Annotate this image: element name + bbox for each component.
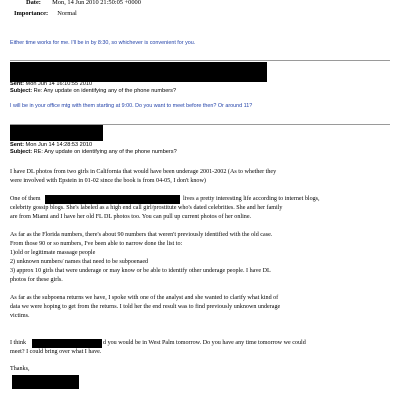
sent-label: Sent: (10, 81, 24, 87)
sent-row-2 (10, 81, 92, 87)
body-line: celebrity gossip blogs. She's labeled as a high end call girl/prostitute who's dated celebrities. She and her family (10, 205, 283, 211)
importance-label: Importance: (14, 10, 49, 17)
reply-text-2: I will be in your office mtg with them starting at 9:00. Do you want to meet before then? Or around 11? (10, 103, 253, 109)
body-line: photos for these girls. (10, 277, 63, 283)
body-line: meet? I could bring over what I have. (10, 349, 102, 355)
redaction-block (12, 375, 79, 389)
date-label: Date: (26, 0, 41, 6)
separator (10, 60, 390, 61)
subject-value: RE: Any update on identifying any of the phone numbers? (33, 149, 177, 155)
body-line: lives a pretty interesting life according to internet blogs, (183, 196, 320, 202)
date-row (26, 0, 141, 6)
body-line: d you would be in West Palm tomorrow. Do you have any time tomorrow we could (103, 340, 306, 346)
date-value: Mon, 14 Jun 2010 21:50:05 +0000 (52, 0, 141, 6)
body-line: I think (10, 340, 27, 346)
redaction-block (32, 339, 102, 348)
list-item: 1)old or legitimate massage people (10, 250, 96, 256)
reply-text-1: Either time works for me. I'll be in by 8:30, so whichever is convenient for you. (10, 40, 196, 46)
subject-label: Subject: (10, 88, 33, 94)
body-line: As far as the Florida numbers, there's about 90 numbers that weren't previously identified with the old case. (10, 232, 273, 238)
sent-value: Mon Jun 14 14:28:53 2010 (25, 142, 93, 148)
body-line: data we were hoping to get from the returns. I told her the end result was to find previously unknown underage (10, 304, 281, 310)
body-line: victims. (10, 313, 30, 319)
importance-value: Normal (57, 10, 77, 17)
redaction-block (10, 125, 103, 141)
subject-value: Re: Any update on identifying any of the phone numbers? (33, 88, 177, 94)
sent-row-3 (10, 142, 92, 148)
body-line: One of them (10, 196, 41, 202)
body-line: As far as the subpoena returns we have, I spoke with one of the analyst and she wanted to clarify what kind of (10, 295, 279, 301)
body-line: were involved with Epstein in 01-02 since the book is from 04-05, I don't know) (10, 178, 206, 184)
sent-value: Mon Jun 14 16:10:55 2010 (25, 81, 93, 87)
subject-label: Subject: (10, 149, 33, 155)
list-item: 3) approx 10 girls that were underage or may know or be able to identify other underage people. I have DL (10, 268, 271, 274)
body-line: From those 90 or so numbers, I've been able to narrow done the list to: (10, 241, 183, 247)
redaction-block (45, 195, 180, 204)
list-item: 2) unknown numbers/ names that need to be subpoenaed (10, 259, 149, 265)
subject-row-3 (10, 149, 177, 155)
body-line: are from Miami and I have her old FL DL photos too. You can pull up current photos of her online. (10, 214, 252, 220)
subject-row-2 (10, 88, 176, 94)
importance-row (14, 10, 77, 17)
redaction-block (10, 62, 267, 82)
body-line: I have DL photos from two girls in California that would have been underage 2001-2002 (As to whether they (10, 169, 277, 175)
sent-label: Sent: (10, 142, 24, 148)
closing: Thanks, (10, 366, 30, 372)
